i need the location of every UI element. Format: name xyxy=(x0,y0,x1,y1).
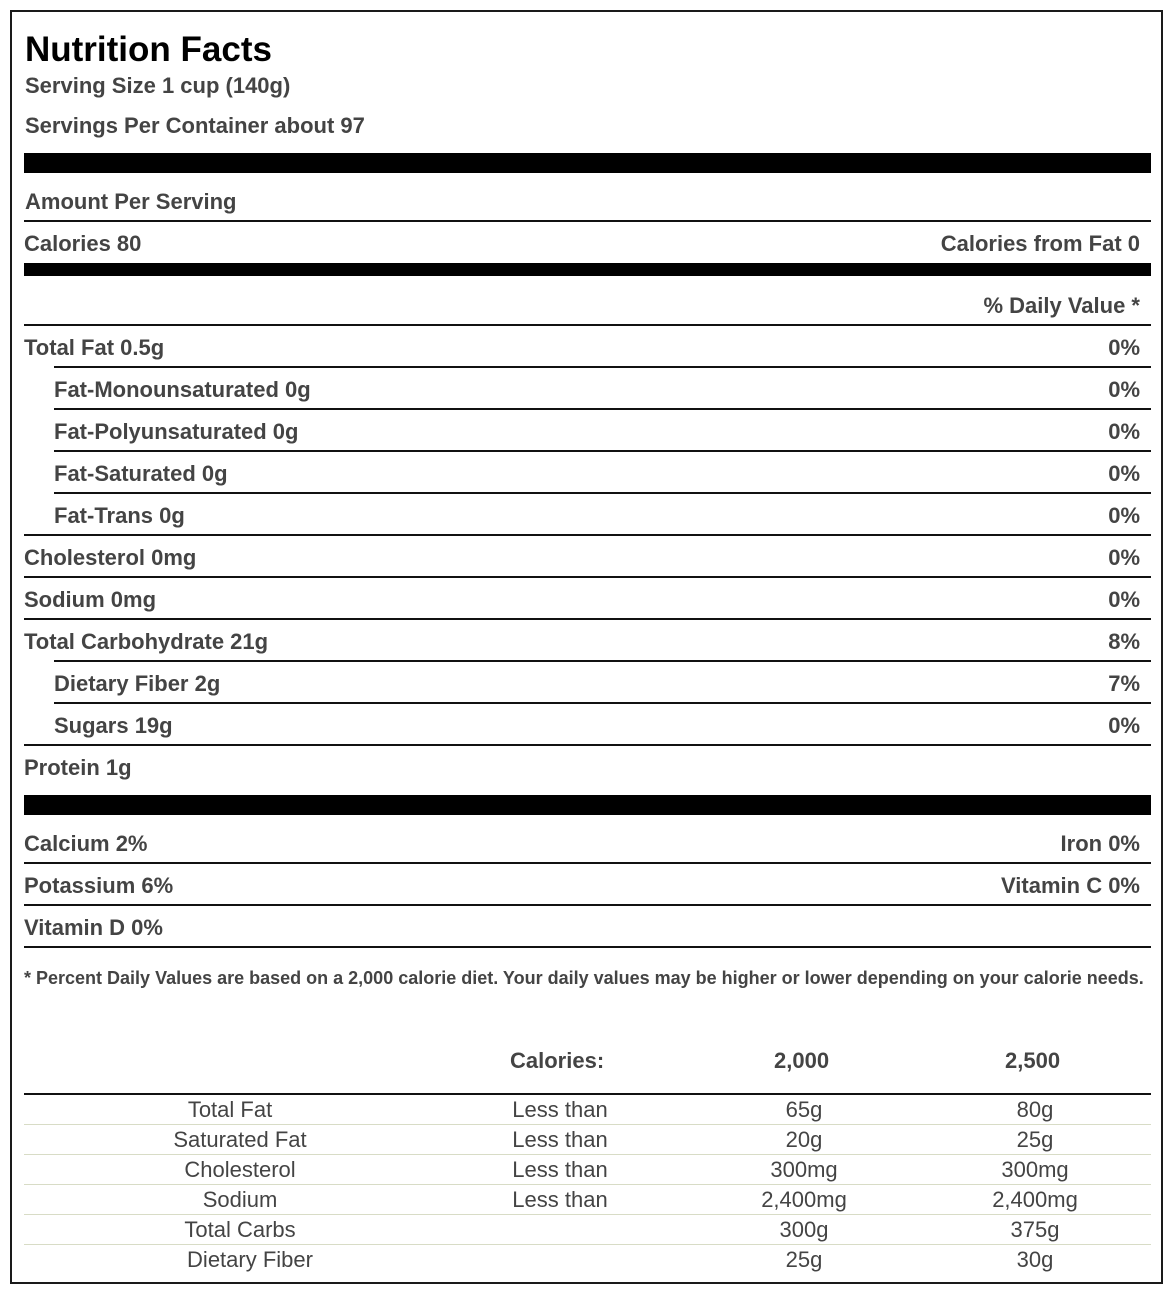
divider xyxy=(24,862,1151,864)
nutrient-dv: 7% xyxy=(1108,671,1140,696)
dv-nutrient: Total Carbs xyxy=(184,1217,296,1242)
vitamin-right: Vitamin C 0% xyxy=(1001,873,1140,898)
calories: Calories 80 xyxy=(24,231,142,256)
dv-value-2000: 300mg xyxy=(770,1157,838,1182)
dv-qualifier: Less than xyxy=(512,1187,608,1212)
nutrient-dv: 8% xyxy=(1108,629,1140,654)
nutrient-row xyxy=(24,377,1140,407)
nutrient-row xyxy=(24,335,1140,365)
thick-divider xyxy=(24,795,1151,815)
calories-row xyxy=(24,231,1140,261)
vitamin-row xyxy=(24,915,1140,945)
nutrient-row xyxy=(24,587,1140,617)
nutrient-row xyxy=(24,461,1140,491)
dv-nutrient: Saturated Fat xyxy=(173,1127,307,1152)
divider xyxy=(24,946,1151,948)
nutrient-label: Sugars 19g xyxy=(54,713,173,738)
daily-value-header-row xyxy=(24,293,1140,323)
nutrient-dv: 0% xyxy=(1108,377,1140,402)
nutrient-label: Cholesterol 0mg xyxy=(24,545,197,570)
servings-per-container: Servings Per Container about 97 xyxy=(25,113,365,138)
nutrient-dv: 0% xyxy=(1108,545,1140,570)
dv-value-2500: 25g xyxy=(1016,1127,1054,1152)
divider xyxy=(54,702,1151,704)
dv-value-2500: 375g xyxy=(1010,1217,1060,1242)
dv-qualifier: Less than xyxy=(512,1157,608,1182)
footnote: * Percent Daily Values are based on a 2,000 calorie diet. Your daily values may be higher or lower depending on your calorie needs. xyxy=(24,968,1144,988)
nutrient-label: Total Carbohydrate 21g xyxy=(24,629,269,654)
calories-from-fat: Calories from Fat 0 xyxy=(940,231,1140,256)
vitamin-left: Vitamin D 0% xyxy=(24,915,163,940)
nutrient-label: Sodium 0mg xyxy=(24,587,157,612)
divider xyxy=(54,450,1151,452)
dv-value-2500: 2,400mg xyxy=(992,1187,1078,1212)
divider xyxy=(54,366,1151,368)
nutrient-row xyxy=(24,629,1140,659)
nutrient-dv: 0% xyxy=(1108,461,1140,486)
nutrient-label: Fat-Saturated 0g xyxy=(54,461,228,486)
divider xyxy=(24,904,1151,906)
dv-nutrient: Cholesterol xyxy=(184,1157,296,1182)
dv-value-2000: 25g xyxy=(785,1247,823,1272)
dv-value-2000: 65g xyxy=(785,1097,823,1122)
divider xyxy=(24,220,1151,222)
nutrient-dv: 0% xyxy=(1108,335,1140,360)
divider xyxy=(54,492,1151,494)
dv-nutrient: Sodium xyxy=(202,1187,278,1212)
dv-header-calories: Calories: xyxy=(510,1048,605,1073)
dv-table-row xyxy=(24,1095,1151,1125)
divider xyxy=(24,534,1151,536)
dv-qualifier: Less than xyxy=(512,1097,608,1122)
daily-value-header: % Daily Value * xyxy=(983,293,1140,318)
dv-header-2000: 2,000 xyxy=(774,1048,830,1073)
dv-nutrient: Total Fat xyxy=(187,1097,273,1122)
nutrient-row xyxy=(24,419,1140,449)
nutrient-dv: 0% xyxy=(1108,713,1140,738)
serving-size: Serving Size 1 cup (140g) xyxy=(25,73,291,98)
dv-table-row xyxy=(24,1245,1151,1275)
nutrient-label: Dietary Fiber 2g xyxy=(54,671,221,696)
nutrient-label: Fat-Trans 0g xyxy=(54,503,185,528)
dv-value-2000: 2,400mg xyxy=(761,1187,847,1212)
dv-table-row xyxy=(24,1125,1151,1155)
dv-value-2000: 300g xyxy=(779,1217,829,1242)
dv-table-row xyxy=(24,1215,1151,1245)
medium-divider xyxy=(24,263,1151,276)
divider xyxy=(24,744,1151,746)
dv-header-2500: 2,500 xyxy=(1005,1048,1061,1073)
dv-table-row xyxy=(24,1155,1151,1185)
vitamin-row xyxy=(24,831,1140,861)
label-title: Nutrition Facts xyxy=(25,30,272,69)
divider xyxy=(24,324,1151,326)
vitamin-left: Potassium 6% xyxy=(24,873,174,898)
divider xyxy=(54,660,1151,662)
nutrient-label: Protein 1g xyxy=(24,755,132,780)
dv-value-2500: 30g xyxy=(1016,1247,1054,1272)
vitamin-left: Calcium 2% xyxy=(24,831,148,856)
divider xyxy=(54,408,1151,410)
nutrient-dv: 0% xyxy=(1108,419,1140,444)
nutrient-dv: 0% xyxy=(1108,587,1140,612)
amount-per-serving: Amount Per Serving xyxy=(25,189,237,214)
nutrient-label: Fat-Monounsaturated 0g xyxy=(54,377,311,402)
nutrient-dv: 0% xyxy=(1108,503,1140,528)
nutrient-label: Total Fat 0.5g xyxy=(24,335,165,360)
dv-value-2000: 20g xyxy=(785,1127,823,1152)
dv-value-2500: 300mg xyxy=(1001,1157,1069,1182)
divider xyxy=(24,618,1151,620)
dv-qualifier: Less than xyxy=(512,1127,608,1152)
vitamin-right: Iron 0% xyxy=(1060,831,1140,856)
vitamin-row xyxy=(24,873,1140,903)
nutrient-row xyxy=(24,755,1140,785)
nutrient-label: Fat-Polyunsaturated 0g xyxy=(54,419,299,444)
dv-value-2500: 80g xyxy=(1016,1097,1054,1122)
divider xyxy=(24,576,1151,578)
thick-divider xyxy=(24,153,1151,173)
dv-table-row xyxy=(24,1185,1151,1215)
nutrient-row xyxy=(24,503,1140,533)
dv-nutrient: Dietary Fiber xyxy=(187,1247,313,1272)
nutrient-row xyxy=(24,713,1140,743)
nutrition-facts-label xyxy=(10,10,1163,1284)
nutrient-row xyxy=(24,671,1140,701)
nutrient-row xyxy=(24,545,1140,575)
